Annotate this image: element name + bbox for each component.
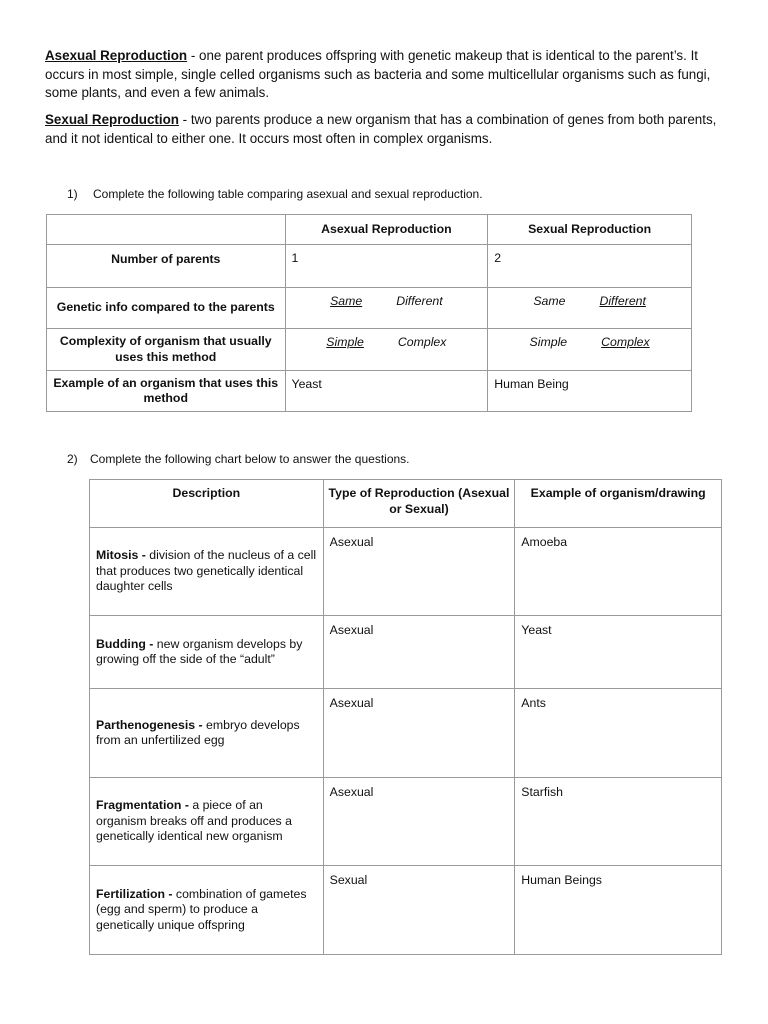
question-1 bbox=[67, 187, 483, 201]
question-2-number: 2) bbox=[67, 452, 78, 466]
definition: a piece of an organism breaks off and produces a genetically identical new organism bbox=[96, 798, 292, 844]
question-2 bbox=[67, 452, 410, 466]
answer-cell[interactable] bbox=[285, 329, 488, 371]
table-row bbox=[90, 689, 722, 778]
question-2-text: Complete the following chart below to answer the questions. bbox=[90, 452, 410, 466]
option-selected[interactable]: Simple bbox=[326, 335, 364, 349]
description-cell bbox=[90, 689, 324, 778]
description-cell bbox=[90, 778, 324, 866]
option-selected[interactable]: Complex bbox=[601, 335, 650, 349]
answer-cell[interactable]: 2 bbox=[488, 245, 692, 288]
option[interactable]: Different bbox=[396, 294, 443, 308]
row-label: Genetic info compared to the parents bbox=[47, 288, 286, 329]
row-label: Number of parents bbox=[47, 245, 286, 288]
option-selected[interactable]: Same bbox=[330, 294, 363, 308]
option[interactable]: Complex bbox=[397, 335, 447, 349]
comparison-table bbox=[46, 214, 692, 412]
option-selected[interactable]: Different bbox=[599, 294, 646, 308]
type-cell[interactable]: Asexual bbox=[323, 689, 515, 778]
table-row bbox=[90, 778, 722, 866]
option[interactable]: Same bbox=[533, 294, 566, 308]
header-cell-description: Description bbox=[90, 480, 324, 528]
question-1-number: 1) bbox=[67, 187, 78, 201]
header-cell-example: Example of organism/drawing bbox=[515, 480, 722, 528]
term: Mitosis - bbox=[96, 548, 146, 563]
answer-cell[interactable] bbox=[285, 288, 488, 329]
asexual-term: Asexual Reproduction bbox=[45, 48, 188, 63]
question-1-text: Complete the following table comparing asexual and sexual reproduction. bbox=[93, 187, 483, 201]
table-row bbox=[47, 371, 692, 412]
header-cell-empty bbox=[47, 215, 286, 245]
answer-cell[interactable]: Yeast bbox=[285, 371, 488, 412]
table-header-row bbox=[90, 480, 722, 528]
table-row bbox=[90, 866, 722, 955]
reproduction-chart bbox=[89, 479, 722, 955]
type-cell[interactable]: Sexual bbox=[323, 866, 515, 955]
term: Parthenogenesis - bbox=[96, 717, 203, 732]
sexual-text: - two parents produce a new organism that has a combination of genes from both parents, and it not identical to either one. It occurs most often in complex organisms. bbox=[45, 112, 717, 146]
example-cell[interactable]: Ants bbox=[515, 689, 722, 778]
type-cell[interactable]: Asexual bbox=[323, 528, 515, 616]
example-cell[interactable]: Human Beings bbox=[515, 866, 722, 955]
example-cell[interactable]: Amoeba bbox=[515, 528, 722, 616]
description-cell bbox=[90, 528, 324, 616]
row-label: Example of an organism that uses this method bbox=[47, 371, 286, 412]
table-row bbox=[47, 329, 692, 371]
example-cell[interactable]: Yeast bbox=[515, 616, 722, 689]
asexual-text: - one parent produces offspring with genetic makeup that is identical to the parent’s. It occurs in most simple, single celled organisms such as bacteria and some multicellular organisms such as fungi, some plants, and even a few animals. bbox=[45, 48, 711, 100]
answer-cell[interactable] bbox=[488, 288, 692, 329]
header-cell-type: Type of Reproduction (Asexual or Sexual) bbox=[323, 480, 515, 528]
table-header-row bbox=[47, 215, 692, 245]
answer-cell[interactable] bbox=[488, 329, 692, 371]
row-label: Complexity of organism that usually uses this method bbox=[47, 329, 286, 371]
description-cell bbox=[90, 616, 324, 689]
term: Fragmentation - bbox=[96, 798, 189, 813]
definition: new organism develops by growing off the side of the “adult” bbox=[96, 636, 303, 666]
table-row bbox=[90, 528, 722, 616]
sexual-term: Sexual Reproduction bbox=[45, 112, 179, 127]
table-row bbox=[47, 288, 692, 329]
asexual-definition bbox=[45, 47, 735, 103]
table-row bbox=[90, 616, 722, 689]
example-cell[interactable]: Starfish bbox=[515, 778, 722, 866]
answer-cell[interactable]: 1 bbox=[285, 245, 488, 288]
answer-cell[interactable]: Human Being bbox=[488, 371, 692, 412]
type-cell[interactable]: Asexual bbox=[323, 778, 515, 866]
definition: combination of gametes (egg and sperm) to produce a genetically unique offspring bbox=[96, 886, 307, 932]
description-cell bbox=[90, 866, 324, 955]
term: Budding - bbox=[96, 636, 154, 651]
sexual-definition bbox=[45, 111, 735, 148]
definition: division of the nucleus of a cell that produces two genetically identical daughter cells bbox=[96, 548, 317, 594]
header-cell-sexual: Sexual Reproduction bbox=[488, 215, 692, 245]
table-row bbox=[47, 245, 692, 288]
type-cell[interactable]: Asexual bbox=[323, 616, 515, 689]
definition: embryo develops from an unfertilized egg bbox=[96, 717, 300, 747]
option[interactable]: Simple bbox=[529, 335, 568, 349]
term: Fertilization - bbox=[96, 886, 173, 901]
header-cell-asexual: Asexual Reproduction bbox=[285, 215, 488, 245]
